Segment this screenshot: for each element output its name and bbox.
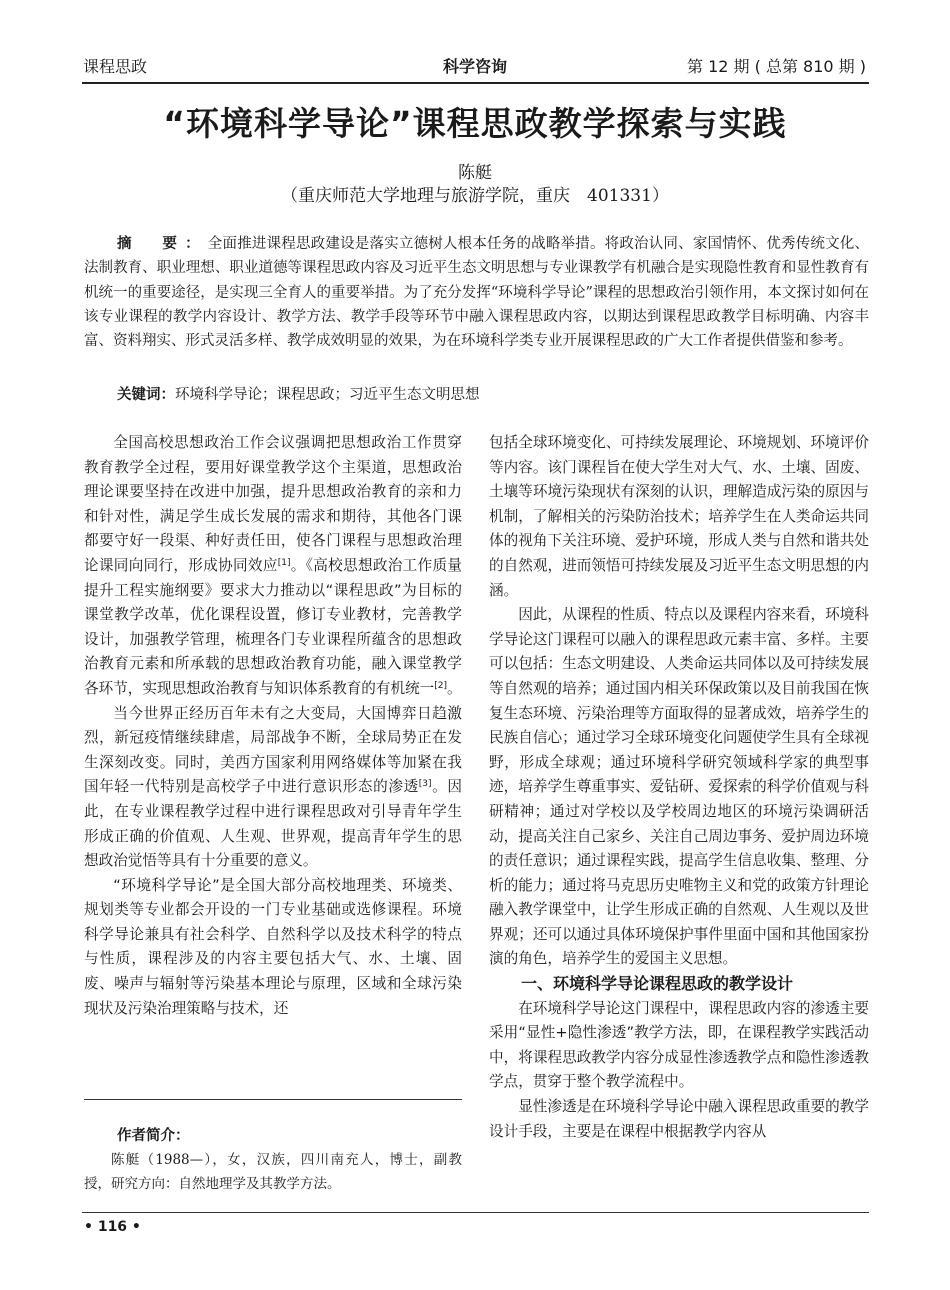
abstract [84, 232, 869, 353]
footer-rule [82, 1212, 869, 1213]
keywords-label: 关键词： [117, 387, 175, 403]
keywords [117, 383, 869, 407]
left-column [84, 431, 462, 1021]
citation-ref: [3] [418, 779, 432, 790]
journal-name: 科学咨询 [442, 57, 507, 76]
paragraph: 因此，从课程的性质、特点以及课程内容来看，环境科学导论这门课程可以融入的课程思政元素丰富、多样。主要可以包括：生态文明建设、人类命运共同体以及可持续发展等自然观的培养；通过国内相关环保政策以及目前我国在恢复生态环境、污染治理等方面取得的显著成效，培养学生的民族自信心；通过学习全球环境变化问题使学生具有全球视野，形成全球观；通过环境科学研究领域科学家的典型事迹，培养学生尊重事实、爱钻研、爱探索的科学价值观与科研精神；通过对学校以及学校周边地区的环境污染调研活动，提高关注自己家乡、关注自己周边事务、爱护周边环境的责任意识；通过课程实践，提高学生信息收集、整理、分析的能力；通过将马克思历史唯物主义和党的政策方针理论融入教学课堂中，让学生形成正确的自然观、人生观以及世界观；还可以通过具体环境保护事件里面中国和其他国家扮演的角色，培养学生的爱国主义思想。 [489, 606, 869, 968]
header-rule [82, 82, 869, 84]
paragraph: “环境科学导论”是全国大部分高校地理类、环境类、规划类等专业都会开设的一门专业基础或选修课程。环境科学导论兼具有社会科学、自然科学以及技术科学的特点与性质，课程涉及的内容主要包括大气、水、土壤、固废、噪声与辐射等污染基本理论与原理，区域和全球污染现状及污染治理策略与技术，还 [84, 876, 462, 1017]
header-section: 课程思政 [83, 57, 148, 76]
abstract-text: 全面推进课程思政建设是落实立德树人根本任务的战略举措。将政治认同、家国情怀、优秀传统文化、法制教育、职业理想、职业道德等课程思政内容及习近平生态文明思想与专业课教学有机融合是实现隐性教育和显性教育有机统一的重要途径，是实现三全育人的重要举措。为了充分发挥“环境科学导论”课程的思想政治引领作用，本文探讨如何在该专业课程的教学内容设计、教学方法、教学手段等环节中融入课程思政内容，以期达到课程思政教学目标明确、内容丰富、资料翔实、形式灵活多样、教学成效明显的效果，为在环境科学类专业开展课程思政的广大工作者提供借鉴和参考。 [84, 236, 870, 350]
paragraph: 在环境科学导论这门课程中，课程思政内容的渗透主要采用“显性+隐性渗透”教学方法，即，在课程教学实践活动中，将课程思政教学内容分成显性渗透教学点和隐性渗透教学点，贯穿于整个教学流程中。 [489, 999, 869, 1091]
footnote-rule [84, 1099, 462, 1100]
paragraph: 包括全球环境变化、可持续发展理论、环境规划、环境评价等内容。该门课程旨在使大学生对大气、水、土壤、固废、土壤等环境污染现状有深刻的认识，理解造成污染的原因与机制，了解相关的污染防治技术；培养学生在人类命运共同体的视角下关注环境、爱护环境，形成人类与自然和谐共处的自然观，进而领悟可持续发展及习近平生态文明思想的内涵。 [489, 434, 869, 599]
author-name: 陈艇 [458, 163, 492, 183]
article-title: “环境科学导论”课程思政教学探索与实践 [163, 104, 787, 143]
author-bio-title: 作者简介： [117, 1128, 190, 1144]
citation-ref: [2] [434, 680, 448, 691]
author-affiliation: （重庆师范大学地理与旅游学院，重庆 401331） [281, 186, 669, 206]
citation-ref: [1] [277, 557, 291, 568]
abstract-label: 摘 要： [117, 236, 208, 252]
paragraph: 显性渗透是在环境科学导论中融入课程思政重要的教学设计手段，主要是在课程中根据教学内容从 [489, 1098, 869, 1140]
paragraph: 当今世界正经历百年未有之大变局，大国博弈日趋激烈，新冠疫情继续肆虐，局部战争不断，全球局势正在发生深刻改变。同时，美西方国家利用网络媒体等加紧在我国年轻一代特别是高校学子中进行意识形态的渗透[3]。因此，在专业课程教学过程中进行课程思政对引导青年学生形成正确的价值观、人生观、世界观，提高青年学生的思想政治觉悟等具有十分重要的意义。 [84, 704, 462, 870]
paragraph: 全国高校思想政治工作会议强调把思想政治工作贯穿教育教学全过程，要用好课堂教学这个主渠道，思想政治理论课要坚持在改进中加强，提升思想政治教育的亲和力和针对性，满足学生成长发展的需求和期待，其他各门课都要守好一段渠、种好责任田，使各门课程与思想政治理论课同向同行，形成协同效应[1]。《高校思想政治工作质量提升工程实施纲要》要求大力推动以“课程思政”为目标的课堂教学改革，优化课程设置，修订专业教材，完善教学设计，加强教学管理，梳理各门专业课程所蕴含的思想政治教育元素和所承载的思想政治教育功能，融入课堂教学各环节，实现思想政治教育与知识体系教育的有机统一[2]。 [84, 434, 462, 697]
section-heading: 一、环境科学导论课程思政的教学设计 [521, 974, 794, 994]
right-column [489, 431, 869, 1144]
author-bio: 陈艇（1988—），女，汉族，四川南充人，博士，副教授，研究方向：自然地理学及其教学方法。 [84, 1152, 462, 1192]
keywords-text: 环境科学导论；课程思政；习近平生态文明思想 [175, 387, 480, 403]
page-number: • 116 • [84, 1219, 141, 1235]
issue-number: 第 12 期 ( 总第 810 期 ) [687, 57, 866, 76]
